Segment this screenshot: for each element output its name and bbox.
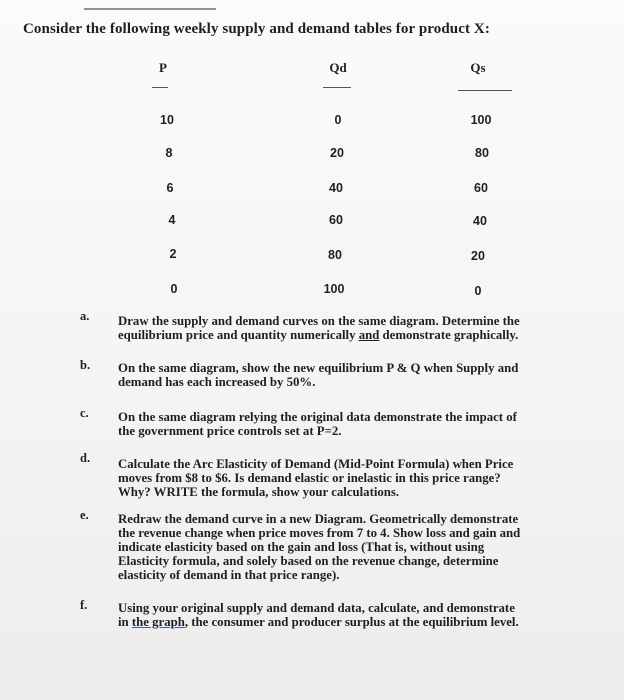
question-marker: c. (80, 406, 89, 420)
cell-qs: 40 (473, 214, 487, 228)
question-marker: e. (80, 508, 89, 522)
cell-qd: 60 (329, 213, 343, 227)
question-marker: f. (80, 598, 88, 612)
cell-qs: 20 (471, 249, 485, 263)
cell-qd: 20 (330, 146, 344, 160)
cell-p: 4 (168, 213, 176, 227)
cell-p: 6 (166, 181, 174, 195)
column-header-qd: Qd (329, 60, 347, 75)
emphasis-text: the graph (131, 615, 185, 629)
cell-qs: 0 (474, 284, 482, 298)
cell-qd: 0 (334, 113, 342, 127)
cell-p: 0 (170, 282, 178, 296)
cell-p: 2 (169, 247, 177, 261)
question-text: Redraw the demand curve in a new Diagram. Geometrically demonstrate the revenue change when price moves from 7 to 4. Show loss and gain and indicate elasticity based on the gain and loss (That is, without using Elasticity formula, and solely based on the revenue change, determine elasticity of demand in that price range). (118, 512, 521, 582)
question-marker: d. (80, 451, 91, 465)
column-header-p: P (159, 60, 167, 75)
header-rule-p (152, 87, 168, 88)
column-header-qs: Qs (470, 60, 486, 75)
cell-qs: 60 (474, 181, 488, 195)
page-heading: Consider the following weekly supply and demand tables for product X: (23, 21, 490, 37)
question-text: Using your original supply and demand data, calculate, and demonstrate in the graph, the consumer and producer surplus at the equilibrium level. (118, 601, 519, 629)
top-rule (84, 8, 216, 10)
emphasis-text: and (358, 328, 380, 342)
question-text: Draw the supply and demand curves on the same diagram. Determine the equilibrium price and quantity numerically and demonstrate graphically. (118, 314, 520, 342)
question-marker: b. (80, 358, 91, 372)
question-marker: a. (80, 309, 90, 323)
header-rule-qd (323, 87, 351, 88)
question-text: On the same diagram, show the new equilibrium P & Q when Supply and demand has each increased by 50%. (118, 361, 519, 389)
question-text: Calculate the Arc Elasticity of Demand (Mid-Point Formula) when Price moves from $8 to $6. Is demand elastic or inelastic in this price range? Why? WRITE the formula, show your calculations. (118, 457, 514, 499)
question-text: On the same diagram relying the original data demonstrate the impact of the government price controls set at P=2. (118, 410, 517, 438)
header-rule-qs (458, 90, 512, 91)
cell-p: 8 (165, 146, 173, 160)
cell-qd: 80 (328, 248, 342, 262)
cell-qs: 100 (470, 113, 492, 127)
cell-qs: 80 (475, 146, 489, 160)
cell-p: 10 (160, 113, 174, 127)
cell-qd: 100 (323, 282, 345, 296)
cell-qd: 40 (329, 181, 343, 195)
